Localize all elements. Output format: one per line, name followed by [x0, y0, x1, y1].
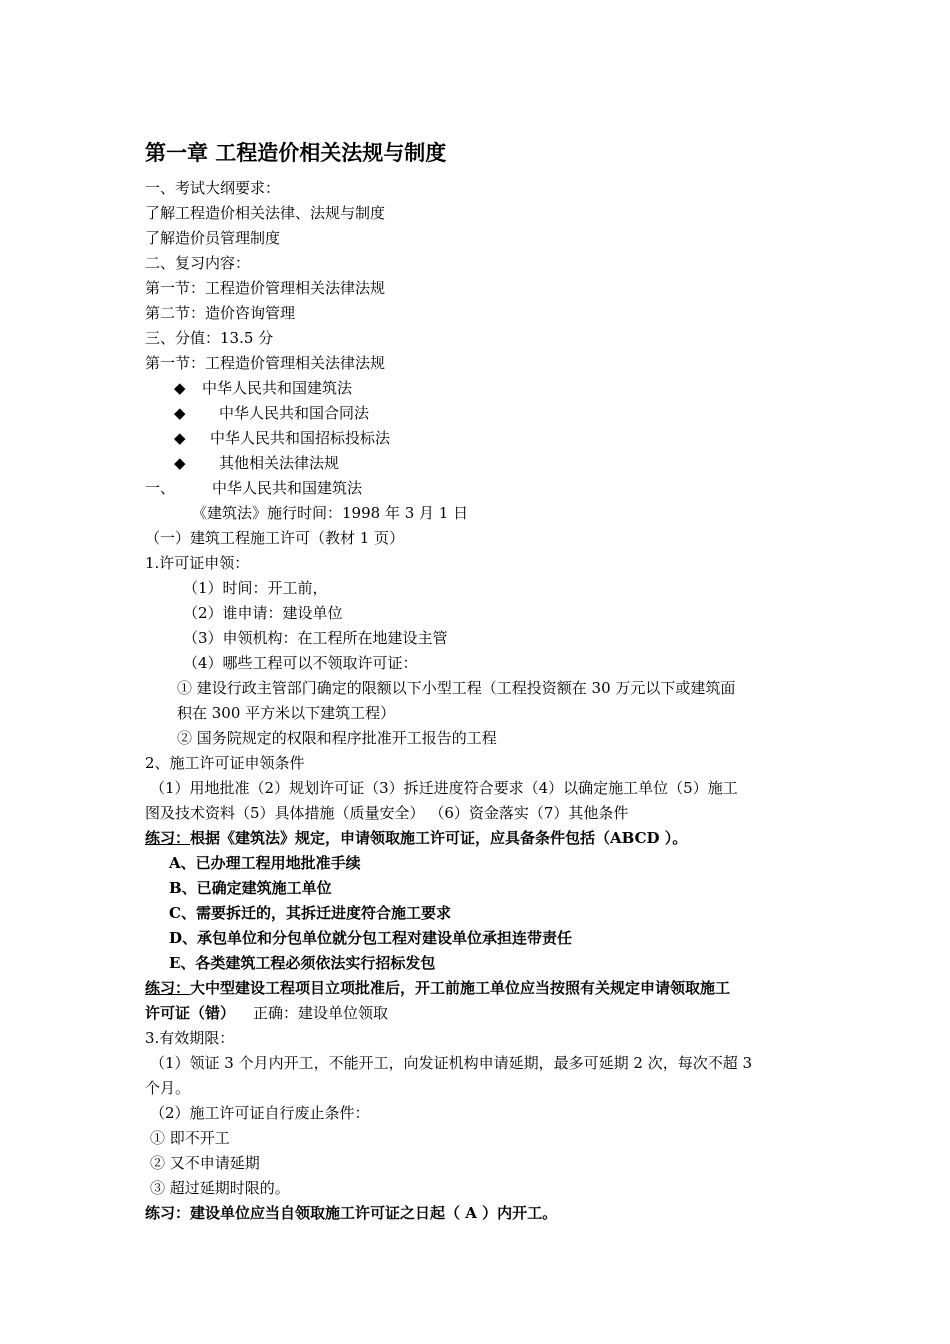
exemption-item: ① 建设行政主管部门确定的限额以下小型工程（工程投资额在 30 万元以下或建筑面 — [177, 679, 736, 697]
exercise-option: C、需要拆迁的，其拆迁进度符合施工要求 — [169, 904, 451, 922]
section-heading: 第一节：工程造价管理相关法律法规 — [145, 354, 386, 372]
review-item: 第二节：造价咨询管理 — [145, 304, 296, 322]
subsection-heading: （一）建筑工程施工许可（教材 1 页） — [145, 529, 405, 547]
void-condition: ① 即不开工 — [150, 1129, 230, 1147]
exemption-item-cont: 积在 300 平方米以下建筑工程） — [177, 704, 396, 722]
exercise-label: 练习： — [145, 979, 191, 997]
outline-item: 了解造价员管理制度 — [145, 229, 281, 247]
review-item: 第一节：工程造价管理相关法律法规 — [145, 279, 386, 297]
exercise-option: B、已确定建筑施工单位 — [169, 879, 332, 897]
exercise-question-cont: 许可证（错） 正确：建设单位领取 — [145, 1004, 389, 1022]
validity-text: （2）施工许可证自行废止条件： — [150, 1104, 370, 1122]
bullet-item: ◆ 中华人民共和国招标投标法 — [174, 426, 390, 451]
outline-item: 了解工程造价相关法律、法规与制度 — [145, 204, 386, 222]
item-point: （3）申领机构：在工程所在地建设主管 — [183, 629, 448, 647]
chapter-title: 第一章 工程造价相关法规与制度 — [145, 141, 447, 165]
exercise-question: 练习：建设单位应当自领取施工许可证之日起（ A ）内开工。 — [145, 1204, 558, 1222]
exercise-question: 练习：根据《建筑法》规定，申请领取施工许可证，应具备条件包括（ABCD ）。 — [145, 829, 688, 847]
exercise-option: D、承包单位和分包单位就分包工程对建设单位承担连带责任 — [169, 929, 573, 947]
effective-date: 《建筑法》施行时间：1998 年 3 月 1 日 — [192, 504, 469, 522]
item-heading: 3.有效期限： — [145, 1029, 235, 1047]
law-heading: 一、 中华人民共和国建筑法 — [145, 479, 363, 497]
validity-text: （1）领证 3 个月内开工，不能开工，向发证机构申请延期，最多可延期 2 次，每次不超 3 — [150, 1054, 753, 1072]
bullet-item: ◆ 中华人民共和国建筑法 — [174, 376, 352, 401]
exercise-option: E、各类建筑工程必须依法实行招标发包 — [169, 954, 436, 972]
exemption-item: ② 国务院规定的权限和程序批准开工报告的工程 — [177, 729, 497, 747]
diamond-bullet-icon: ◆ — [174, 429, 186, 447]
exam-outline-heading: 一、考试大纲要求： — [145, 179, 281, 197]
exercise-option: A、已办理工程用地批准手续 — [169, 854, 361, 872]
diamond-bullet-icon: ◆ — [174, 454, 186, 472]
item-heading: 1.许可证申领： — [145, 554, 250, 572]
item-point: （2）谁申请：建设单位 — [183, 604, 343, 622]
review-heading: 二、复习内容： — [145, 254, 251, 272]
item-point: （4）哪些工程可以不领取许可证： — [183, 654, 418, 672]
score-line: 三、分值：13.5 分 — [145, 329, 274, 347]
item-point: （1）时间：开工前， — [183, 579, 328, 597]
diamond-bullet-icon: ◆ — [174, 379, 186, 397]
conditions-text: （1）用地批准（2）规划许可证（3）拆迁进度符合要求（4）以确定施工单位（5）施工 — [150, 779, 738, 797]
bullet-item: ◆ 中华人民共和国合同法 — [174, 401, 369, 426]
exercise-question: 练习：大中型建设工程项目立项批准后，开工前施工单位应当按照有关规定申请领取施工 — [145, 979, 731, 997]
void-condition: ② 又不申请延期 — [150, 1154, 260, 1172]
validity-text-cont: 个月。 — [145, 1079, 191, 1097]
conditions-text-cont: 图及技术资料（5）具体措施（质量安全） （6）资金落实（7）其他条件 — [145, 804, 629, 822]
bullet-item: ◆ 其他相关法律法规 — [174, 451, 339, 476]
void-condition: ③ 超过延期时限的。 — [150, 1179, 290, 1197]
diamond-bullet-icon: ◆ — [174, 404, 186, 422]
item-heading: 2、施工许可证申领条件 — [145, 754, 305, 772]
exercise-label: 练习： — [145, 829, 191, 847]
correct-answer: 正确：建设单位领取 — [253, 1004, 389, 1022]
